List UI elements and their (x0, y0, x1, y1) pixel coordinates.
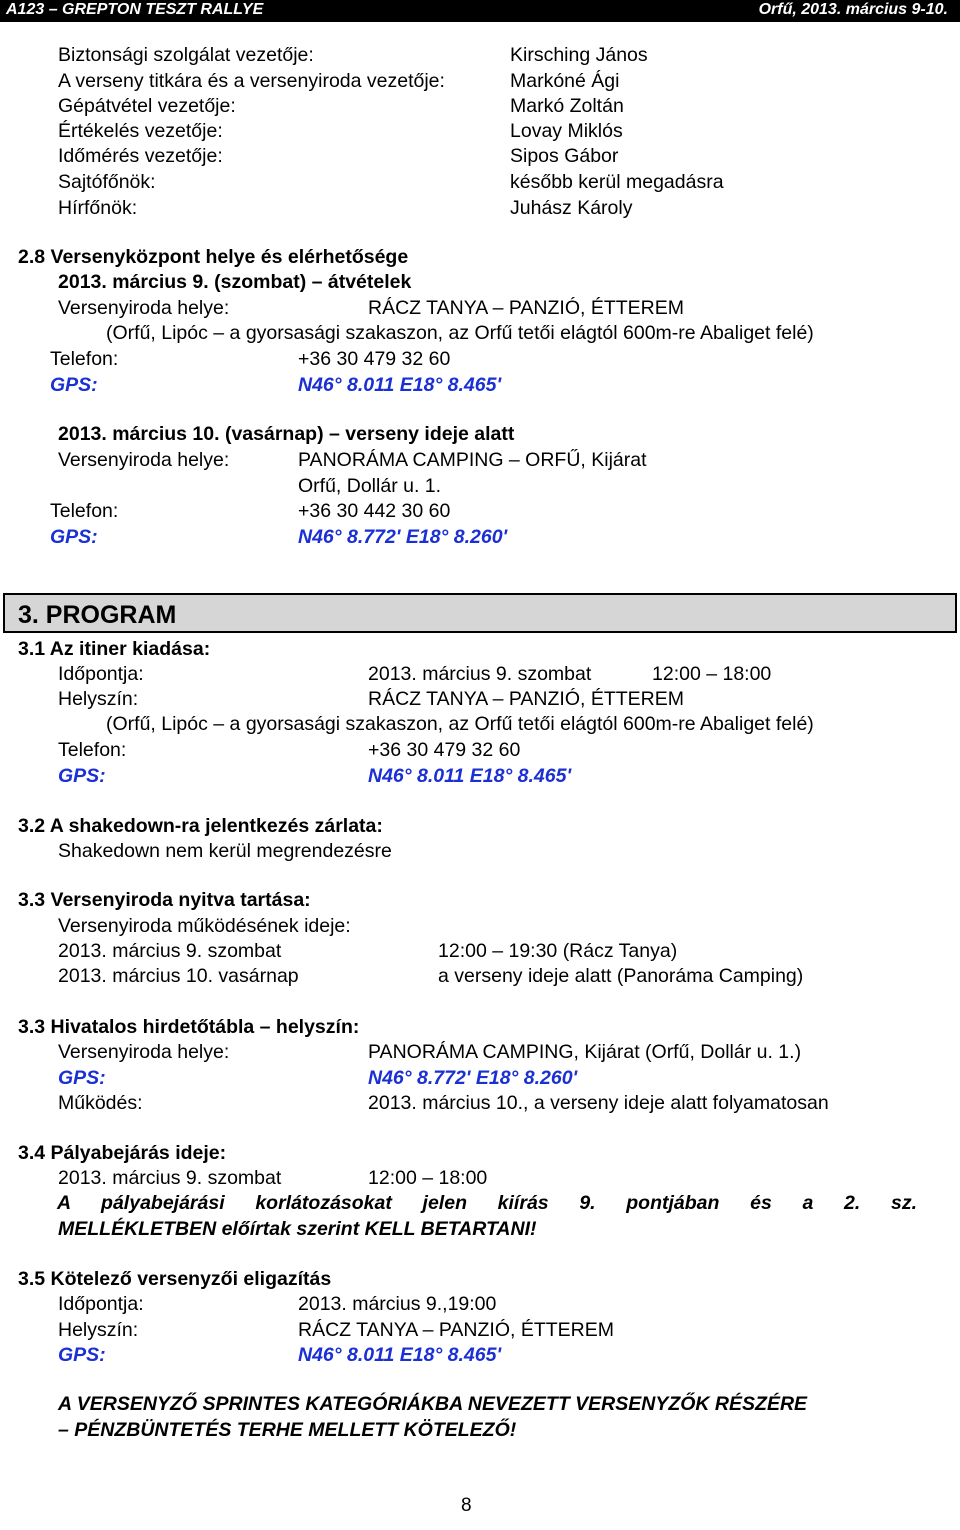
time-range: 12:00 – 18:00 (652, 663, 772, 685)
section-heading: 3.5 Kötelező versenyzői eligazítás (18, 1268, 332, 1290)
section-heading: 2.8 Versenyközpont helye és elérhetősége (18, 246, 409, 268)
recce-warning-line1: A pályabejárási korlátozásokat jelen kiírás 9. pontjában és a 2. sz. (57, 1192, 917, 1214)
section-text: Shakedown nem kerül megrendezésre (58, 840, 392, 862)
gps-label: GPS: (58, 765, 106, 787)
gps-value: N46° 8.011 E18° 8.465' (368, 765, 572, 787)
phone-label: Telefon: (50, 348, 119, 370)
section-heading: 3.2 A shakedown-ra jelentkezés zárlata: (18, 815, 383, 837)
recce-warning-line2: MELLÉKLETBEN előírtak szerint KELL BETARTANI! (58, 1218, 537, 1240)
section-heading: 3.4 Pályabejárás ideje: (18, 1142, 227, 1164)
official-name: Kirsching János (510, 44, 648, 66)
office-label: Versenyiroda helye: (58, 1041, 230, 1063)
official-role: Értékelés vezetője: (58, 120, 223, 142)
header-event-title: A123 – GREPTON TESZT RALLYE (6, 1, 264, 18)
gps-value: N46° 8.011 E18° 8.465' (298, 374, 502, 396)
place-label: Helyszín: (58, 1319, 139, 1341)
final-notice-line1: A VERSENYZŐ SPRINTES KATEGÓRIÁKBA NEVEZETT VERSENYZŐK RÉSZÉRE (58, 1393, 808, 1415)
phone-label: Telefon: (58, 739, 127, 761)
office-label: Versenyiroda helye: (58, 297, 230, 319)
section-heading: 3.3 Versenyiroda nyitva tartása: (18, 889, 311, 911)
official-name: Markó Zoltán (510, 95, 624, 117)
official-role: Biztonsági szolgálat vezetője: (58, 44, 314, 66)
official-role: Sajtófőnök: (58, 171, 156, 193)
phone-value: +36 30 442 30 60 (298, 500, 451, 522)
phone-value: +36 30 479 32 60 (368, 739, 521, 761)
recce-date: 2013. március 9. szombat (58, 1167, 282, 1189)
place-label: Helyszín: (58, 688, 139, 710)
gps-value: N46° 8.772' E18° 8.260' (368, 1067, 578, 1089)
page-number: 8 (461, 1495, 472, 1516)
gps-value: N46° 8.011 E18° 8.465' (298, 1344, 502, 1366)
header-date: Orfű, 2013. március 9-10. (758, 1, 948, 18)
office-address: Orfű, Dollár u. 1. (298, 475, 442, 497)
time-value: 2013. március 9.,19:00 (298, 1293, 497, 1315)
gps-label: GPS: (58, 1344, 106, 1366)
official-name: Juhász Károly (510, 197, 633, 219)
time-value: 2013. március 9. szombat (368, 663, 592, 685)
office-value: PANORÁMA CAMPING – ORFŰ, Kijárat (298, 449, 647, 471)
schedule-value: a verseny ideje alatt (Panoráma Camping) (438, 965, 804, 987)
place-value: RÁCZ TANYA – PANZIÓ, ÉTTEREM (298, 1319, 615, 1341)
place-note: (Orfű, Lipóc – a gyorsasági szakaszon, az Orfű tetői elágtól 600m-re Abaliget felé) (106, 713, 814, 735)
operation-label: Működés: (58, 1092, 143, 1114)
office-note: (Orfű, Lipóc – a gyorsasági szakaszon, az Orfű tetői elágtól 600m-re Abaliget felé) (106, 322, 814, 344)
official-name: Sipos Gábor (510, 145, 619, 167)
schedule-value: 12:00 – 19:30 (Rácz Tanya) (438, 940, 678, 962)
official-role: A verseny titkára és a versenyiroda vezetője: (58, 70, 445, 92)
gps-label: GPS: (50, 374, 98, 396)
schedule-date: 2013. március 10. vasárnap (58, 965, 299, 987)
official-name: később kerül megadásra (510, 171, 724, 193)
time-label: Időpontja: (58, 1293, 144, 1315)
phone-label: Telefon: (50, 500, 119, 522)
time-label: Időpontja: (58, 663, 144, 685)
section-heading: 3.1 Az itiner kiadása: (18, 638, 211, 660)
section-subtitle: Versenyiroda működésének ideje: (58, 915, 351, 937)
final-notice-line2: – PÉNZBÜNTETÉS TERHE MELLETT KÖTELEZŐ! (58, 1419, 517, 1441)
office-value: RÁCZ TANYA – PANZIÓ, ÉTTEREM (368, 297, 685, 319)
office-value: PANORÁMA CAMPING, Kijárat (Orfű, Dollár u. 1.) (368, 1041, 802, 1063)
gps-value: N46° 8.772' E18° 8.260' (298, 526, 508, 548)
official-role: Hírfőnök: (58, 197, 138, 219)
official-role: Időmérés vezetője: (58, 145, 223, 167)
page-header (0, 0, 960, 22)
official-name: Markóné Ági (510, 70, 620, 92)
gps-label: GPS: (58, 1067, 106, 1089)
official-role: Gépátvétel vezetője: (58, 95, 236, 117)
program-title: 3. PROGRAM (18, 601, 177, 629)
program-banner (3, 593, 957, 633)
recce-time: 12:00 – 18:00 (368, 1167, 488, 1189)
place-value: RÁCZ TANYA – PANZIÓ, ÉTTEREM (368, 688, 685, 710)
office-label: Versenyiroda helye: (58, 449, 230, 471)
section-heading: 3.3 Hivatalos hirdetőtábla – helyszín: (18, 1016, 360, 1038)
day1-title: 2013. március 9. (szombat) – átvételek (58, 271, 412, 293)
official-name: Lovay Miklós (510, 120, 623, 142)
gps-label: GPS: (50, 526, 98, 548)
phone-value: +36 30 479 32 60 (298, 348, 451, 370)
schedule-date: 2013. március 9. szombat (58, 940, 282, 962)
day2-title: 2013. március 10. (vasárnap) – verseny ideje alatt (58, 423, 515, 445)
operation-value: 2013. március 10., a verseny ideje alatt folyamatosan (368, 1092, 829, 1114)
